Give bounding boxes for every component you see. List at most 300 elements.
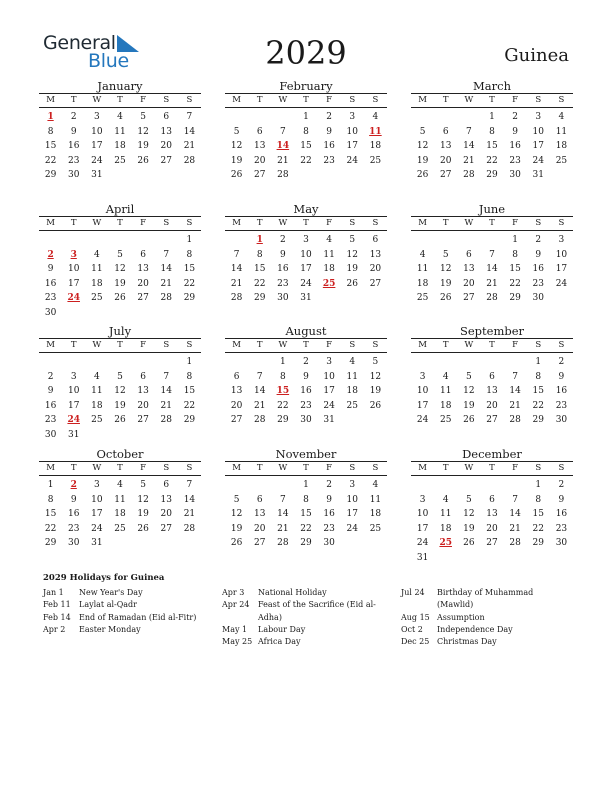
day-cell: 10 xyxy=(91,126,103,137)
weekday-label: F xyxy=(140,218,147,228)
weekday-label: F xyxy=(326,340,333,350)
day-cell: 31 xyxy=(300,293,312,304)
month-name: August xyxy=(285,324,327,338)
weekday-label: S xyxy=(186,463,193,473)
empty-cell xyxy=(39,355,62,370)
day-cell: 13 xyxy=(160,126,172,137)
day-cell: 26 xyxy=(439,293,452,304)
day-cell: 23 xyxy=(532,278,544,289)
empty-cell xyxy=(132,355,155,370)
holiday-date: Apr 24 xyxy=(222,600,250,610)
day-cell: 22 xyxy=(277,400,289,411)
day-grid xyxy=(411,353,573,428)
day-cell: 19 xyxy=(230,155,243,166)
day-cell: 7 xyxy=(512,371,518,382)
empty-cell xyxy=(434,355,457,370)
weekday-label: T xyxy=(489,95,495,105)
day-cell: 29 xyxy=(253,293,266,304)
day-cell: 29 xyxy=(300,538,312,549)
holiday-item xyxy=(222,636,392,648)
weekday-label: W xyxy=(278,95,288,105)
day-grid xyxy=(225,231,387,306)
weekday-label: S xyxy=(186,340,193,350)
day-cell: 6 xyxy=(489,371,495,382)
empty-cell xyxy=(85,355,108,370)
day-cell: 28 xyxy=(183,155,196,166)
day-cell: 14 xyxy=(160,386,172,397)
day-cell: 6 xyxy=(140,249,146,260)
day-cell: 22 xyxy=(532,523,544,534)
weekday-label: T xyxy=(442,340,449,350)
day-cell: 24 xyxy=(300,278,312,289)
weekday-header xyxy=(225,216,387,231)
holiday-column xyxy=(401,587,571,648)
day-cell: 5 xyxy=(465,371,472,382)
holiday-date: Oct 2 xyxy=(401,624,423,634)
weekday-label: S xyxy=(558,463,565,473)
day-cell: 11 xyxy=(416,264,429,275)
weekday-label: S xyxy=(535,95,542,105)
day-cell: 30 xyxy=(532,293,544,304)
day-grid xyxy=(225,108,387,183)
day-cell: 26 xyxy=(114,415,126,426)
day-cell: 16 xyxy=(277,264,289,275)
weekday-label: M xyxy=(418,95,427,105)
empty-cell xyxy=(457,110,480,125)
empty-cell xyxy=(411,110,434,125)
day-cell: 20 xyxy=(230,400,243,411)
day-cell: 7 xyxy=(256,371,263,382)
day-cell: 23 xyxy=(300,400,312,411)
day-cell: 5 xyxy=(442,249,449,260)
month-december xyxy=(411,447,573,566)
weekday-label: T xyxy=(117,218,123,228)
holiday-item xyxy=(401,636,571,648)
day-cell: 24 xyxy=(91,523,103,534)
day-cell: 21 xyxy=(183,141,196,152)
day-cell: 26 xyxy=(346,278,358,289)
weekday-label: M xyxy=(232,340,241,350)
holiday-day-cell: 24 xyxy=(67,293,80,304)
weekday-label: T xyxy=(303,95,309,105)
weekday-label: T xyxy=(117,95,123,105)
day-cell: 18 xyxy=(114,509,126,520)
day-cell: 20 xyxy=(160,509,172,520)
day-cell: 27 xyxy=(230,415,243,426)
day-cell: 10 xyxy=(346,126,358,137)
day-cell: 21 xyxy=(277,155,289,166)
empty-cell xyxy=(457,355,480,370)
day-cell: 19 xyxy=(137,141,149,152)
day-cell: 10 xyxy=(555,249,568,260)
day-cell: 27 xyxy=(137,415,149,426)
day-cell: 16 xyxy=(300,386,312,397)
empty-cell xyxy=(108,355,131,370)
day-cell: 3 xyxy=(349,480,356,490)
day-cell: 22 xyxy=(44,523,57,534)
day-cell: 18 xyxy=(346,386,358,397)
month-june xyxy=(411,202,573,306)
day-cell: 12 xyxy=(369,371,382,382)
day-cell: 28 xyxy=(253,415,266,426)
holiday-name: Independence Day xyxy=(437,624,513,634)
day-cell: 14 xyxy=(183,494,196,505)
day-cell: 20 xyxy=(486,400,498,411)
weekday-label: F xyxy=(512,340,519,350)
day-cell: 29 xyxy=(44,538,57,549)
day-cell: 27 xyxy=(253,170,266,181)
holiday-item xyxy=(222,624,392,636)
day-cell: 5 xyxy=(233,126,240,137)
day-cell: 9 xyxy=(70,494,77,505)
day-cell: 26 xyxy=(369,400,382,411)
day-cell: 7 xyxy=(512,494,518,505)
day-cell: 27 xyxy=(463,293,475,304)
day-cell: 14 xyxy=(253,386,266,397)
day-cell: 25 xyxy=(114,523,126,534)
weekday-label: T xyxy=(489,218,495,228)
weekday-label: T xyxy=(489,340,495,350)
day-grid xyxy=(39,476,201,551)
day-cell: 29 xyxy=(532,538,544,549)
day-cell: 4 xyxy=(117,480,123,490)
weekday-label: S xyxy=(558,95,565,105)
day-cell: 7 xyxy=(186,480,193,490)
day-cell: 12 xyxy=(463,509,475,520)
weekday-label: S xyxy=(349,340,356,350)
day-cell: 5 xyxy=(117,371,123,382)
day-cell: 4 xyxy=(419,249,426,260)
weekday-header xyxy=(411,461,573,476)
holiday-name: Feast of the Sacrifice (Eid al-Adha) xyxy=(258,600,376,622)
weekday-header xyxy=(39,461,201,476)
empty-cell xyxy=(434,478,457,493)
day-cell: 5 xyxy=(140,480,146,490)
day-cell: 15 xyxy=(183,264,196,275)
weekday-label: M xyxy=(46,218,55,228)
weekday-label: S xyxy=(186,218,193,228)
day-cell: 14 xyxy=(463,141,475,152)
day-cell: 21 xyxy=(277,523,289,534)
day-cell: 14 xyxy=(160,264,172,275)
day-cell: 22 xyxy=(300,155,312,166)
weekday-label: T xyxy=(70,463,77,473)
holiday-name: Easter Monday xyxy=(79,624,141,634)
month-january xyxy=(39,79,201,183)
day-cell: 22 xyxy=(183,278,196,289)
day-cell: 26 xyxy=(416,170,429,181)
day-cell: 20 xyxy=(253,155,266,166)
holiday-name: Africa Day xyxy=(258,637,301,647)
weekday-label: S xyxy=(163,218,170,228)
day-cell: 19 xyxy=(463,523,475,534)
day-cell: 5 xyxy=(372,357,379,367)
holiday-column xyxy=(43,587,213,636)
day-cell: 24 xyxy=(91,155,103,166)
weekday-label: S xyxy=(558,218,565,228)
day-cell: 30 xyxy=(277,293,289,304)
empty-cell xyxy=(155,355,178,370)
day-cell: 2 xyxy=(326,480,332,490)
day-cell: 13 xyxy=(253,141,266,152)
month-name: October xyxy=(96,447,144,461)
day-cell: 17 xyxy=(67,278,80,289)
country-name: Guinea xyxy=(504,45,569,66)
weekday-label: W xyxy=(92,218,102,228)
day-cell: 17 xyxy=(555,264,568,275)
brand-name-blue: Blue xyxy=(88,50,129,72)
day-cell: 5 xyxy=(233,494,240,505)
day-cell: 13 xyxy=(230,386,243,397)
brand-name-general: General xyxy=(43,32,116,54)
weekday-label: M xyxy=(46,463,55,473)
weekday-label: F xyxy=(140,95,147,105)
day-cell: 27 xyxy=(439,170,452,181)
day-cell: 20 xyxy=(137,400,149,411)
day-cell: 20 xyxy=(439,155,452,166)
day-cell: 14 xyxy=(230,264,243,275)
day-cell: 11 xyxy=(91,264,103,275)
weekday-label: W xyxy=(278,340,288,350)
day-cell: 1 xyxy=(186,357,193,367)
holiday-name: Assumption xyxy=(437,612,485,622)
day-cell: 7 xyxy=(163,249,170,260)
holiday-day-cell: 14 xyxy=(276,141,290,152)
day-cell: 5 xyxy=(465,494,472,505)
day-cell: 22 xyxy=(532,400,544,411)
day-cell: 18 xyxy=(439,400,452,411)
weekday-label: F xyxy=(512,95,519,105)
day-cell: 20 xyxy=(137,278,149,289)
day-cell: 26 xyxy=(137,523,149,534)
weekday-label: S xyxy=(163,340,170,350)
holiday-name: End of Ramadan (Eid al-Fitr) xyxy=(79,612,197,622)
weekday-label: W xyxy=(464,340,474,350)
empty-cell xyxy=(85,233,108,248)
month-name: November xyxy=(275,447,337,461)
holiday-day-cell: 15 xyxy=(276,386,290,397)
day-cell: 24 xyxy=(346,155,358,166)
holidays-title: 2029 Holidays for Guinea xyxy=(43,573,165,583)
day-cell: 27 xyxy=(160,523,172,534)
day-cell: 13 xyxy=(369,249,382,260)
day-cell: 15 xyxy=(253,264,266,275)
day-cell: 19 xyxy=(230,523,243,534)
month-name: April xyxy=(105,202,135,216)
day-cell: 11 xyxy=(555,126,568,137)
day-cell: 8 xyxy=(47,494,54,505)
holiday-date: Apr 2 xyxy=(43,624,66,634)
day-cell: 24 xyxy=(532,155,544,166)
day-cell: 8 xyxy=(512,249,518,260)
day-cell: 19 xyxy=(346,264,358,275)
holiday-item xyxy=(401,612,571,624)
day-cell: 29 xyxy=(486,170,498,181)
day-cell: 12 xyxy=(137,494,149,505)
holiday-day-cell: 3 xyxy=(70,249,77,260)
weekday-label: S xyxy=(558,340,565,350)
empty-cell xyxy=(62,355,85,370)
day-cell: 2 xyxy=(558,357,565,367)
day-cell: 10 xyxy=(532,126,544,137)
empty-cell xyxy=(108,233,131,248)
weekday-label: M xyxy=(46,95,55,105)
weekday-header xyxy=(411,93,573,108)
day-cell: 28 xyxy=(486,293,498,304)
empty-cell xyxy=(434,110,457,125)
day-cell: 27 xyxy=(137,293,149,304)
day-cell: 15 xyxy=(300,509,312,520)
day-cell: 21 xyxy=(486,278,498,289)
day-cell: 31 xyxy=(91,170,103,181)
day-cell: 23 xyxy=(323,155,335,166)
day-cell: 6 xyxy=(233,371,240,382)
day-cell: 9 xyxy=(326,126,332,137)
day-cell: 11 xyxy=(114,494,126,505)
day-cell: 10 xyxy=(91,494,103,505)
weekday-label: S xyxy=(163,463,170,473)
day-cell: 26 xyxy=(137,155,149,166)
day-cell: 3 xyxy=(93,480,100,490)
day-cell: 21 xyxy=(230,278,243,289)
day-cell: 15 xyxy=(486,141,498,152)
day-cell: 11 xyxy=(369,494,382,505)
empty-cell xyxy=(504,355,527,370)
day-cell: 18 xyxy=(555,141,568,152)
empty-cell xyxy=(225,233,248,248)
month-october xyxy=(39,447,201,551)
weekday-label: T xyxy=(489,463,495,473)
day-cell: 18 xyxy=(114,141,126,152)
day-cell: 25 xyxy=(114,155,126,166)
day-cell: 23 xyxy=(277,278,289,289)
holiday-item xyxy=(43,612,213,624)
day-cell: 28 xyxy=(160,293,172,304)
day-cell: 4 xyxy=(558,112,565,122)
weekday-header xyxy=(411,216,573,231)
day-cell: 31 xyxy=(532,170,544,181)
empty-cell xyxy=(248,355,271,370)
weekday-label: S xyxy=(535,218,542,228)
day-cell: 10 xyxy=(346,494,358,505)
day-cell: 9 xyxy=(535,249,542,260)
weekday-label: S xyxy=(349,463,356,473)
weekday-header xyxy=(225,461,387,476)
day-cell: 18 xyxy=(369,141,382,152)
weekday-label: F xyxy=(512,463,519,473)
day-cell: 27 xyxy=(486,415,498,426)
day-cell: 13 xyxy=(137,264,149,275)
day-cell: 17 xyxy=(67,400,80,411)
day-cell: 3 xyxy=(70,371,77,382)
day-cell: 29 xyxy=(509,293,521,304)
day-cell: 10 xyxy=(300,249,312,260)
day-cell: 31 xyxy=(416,552,429,563)
holiday-date: May 25 xyxy=(222,637,253,647)
holiday-date: Jul 24 xyxy=(401,588,425,597)
day-grid xyxy=(411,231,573,306)
day-cell: 19 xyxy=(369,386,382,397)
empty-cell xyxy=(480,478,503,493)
day-cell: 21 xyxy=(509,400,521,411)
day-cell: 13 xyxy=(137,386,149,397)
day-cell: 14 xyxy=(509,509,521,520)
day-cell: 18 xyxy=(369,509,382,520)
weekday-label: T xyxy=(303,340,309,350)
day-cell: 22 xyxy=(183,400,196,411)
weekday-label: M xyxy=(232,463,241,473)
day-cell: 28 xyxy=(183,523,196,534)
day-cell: 14 xyxy=(183,126,196,137)
day-cell: 1 xyxy=(535,357,542,367)
day-cell: 11 xyxy=(91,386,103,397)
day-cell: 31 xyxy=(323,415,335,426)
day-cell: 1 xyxy=(303,480,309,490)
day-cell: 23 xyxy=(44,415,57,426)
day-cell: 2 xyxy=(303,357,309,367)
day-cell: 27 xyxy=(369,278,382,289)
day-cell: 25 xyxy=(439,415,452,426)
day-cell: 1 xyxy=(186,235,193,245)
month-name: May xyxy=(293,202,319,216)
day-cell: 26 xyxy=(463,415,475,426)
day-cell: 23 xyxy=(555,523,568,534)
empty-cell xyxy=(457,478,480,493)
day-cell: 24 xyxy=(416,415,429,426)
empty-cell xyxy=(411,478,434,493)
day-cell: 4 xyxy=(372,480,379,490)
day-cell: 8 xyxy=(489,126,495,137)
weekday-label: S xyxy=(349,218,356,228)
day-cell: 8 xyxy=(256,249,263,260)
day-cell: 20 xyxy=(160,141,172,152)
weekday-label: M xyxy=(418,218,427,228)
day-cell: 25 xyxy=(555,155,568,166)
day-cell: 14 xyxy=(277,509,289,520)
day-cell: 15 xyxy=(509,264,521,275)
month-september xyxy=(411,324,573,428)
day-cell: 6 xyxy=(372,235,379,245)
weekday-label: F xyxy=(326,463,333,473)
day-cell: 17 xyxy=(91,141,103,152)
day-cell: 8 xyxy=(303,494,309,505)
day-cell: 21 xyxy=(183,509,196,520)
weekday-label: W xyxy=(278,218,288,228)
day-grid xyxy=(39,231,201,321)
day-cell: 6 xyxy=(140,371,146,382)
weekday-label: T xyxy=(256,218,263,228)
day-grid xyxy=(411,476,573,566)
day-cell: 24 xyxy=(416,538,429,549)
empty-cell xyxy=(132,233,155,248)
day-cell: 3 xyxy=(93,112,100,122)
day-cell: 1 xyxy=(47,480,54,490)
day-cell: 30 xyxy=(323,538,335,549)
day-cell: 13 xyxy=(463,264,475,275)
day-cell: 30 xyxy=(300,415,312,426)
empty-cell xyxy=(225,110,248,125)
empty-cell xyxy=(248,478,271,493)
day-cell: 16 xyxy=(67,141,80,152)
day-cell: 1 xyxy=(512,235,518,245)
month-name: June xyxy=(478,202,506,216)
day-cell: 22 xyxy=(44,155,57,166)
day-cell: 28 xyxy=(230,293,243,304)
day-cell: 6 xyxy=(489,494,495,505)
day-grid xyxy=(225,476,387,551)
weekday-label: T xyxy=(303,463,309,473)
day-cell: 3 xyxy=(419,494,426,505)
